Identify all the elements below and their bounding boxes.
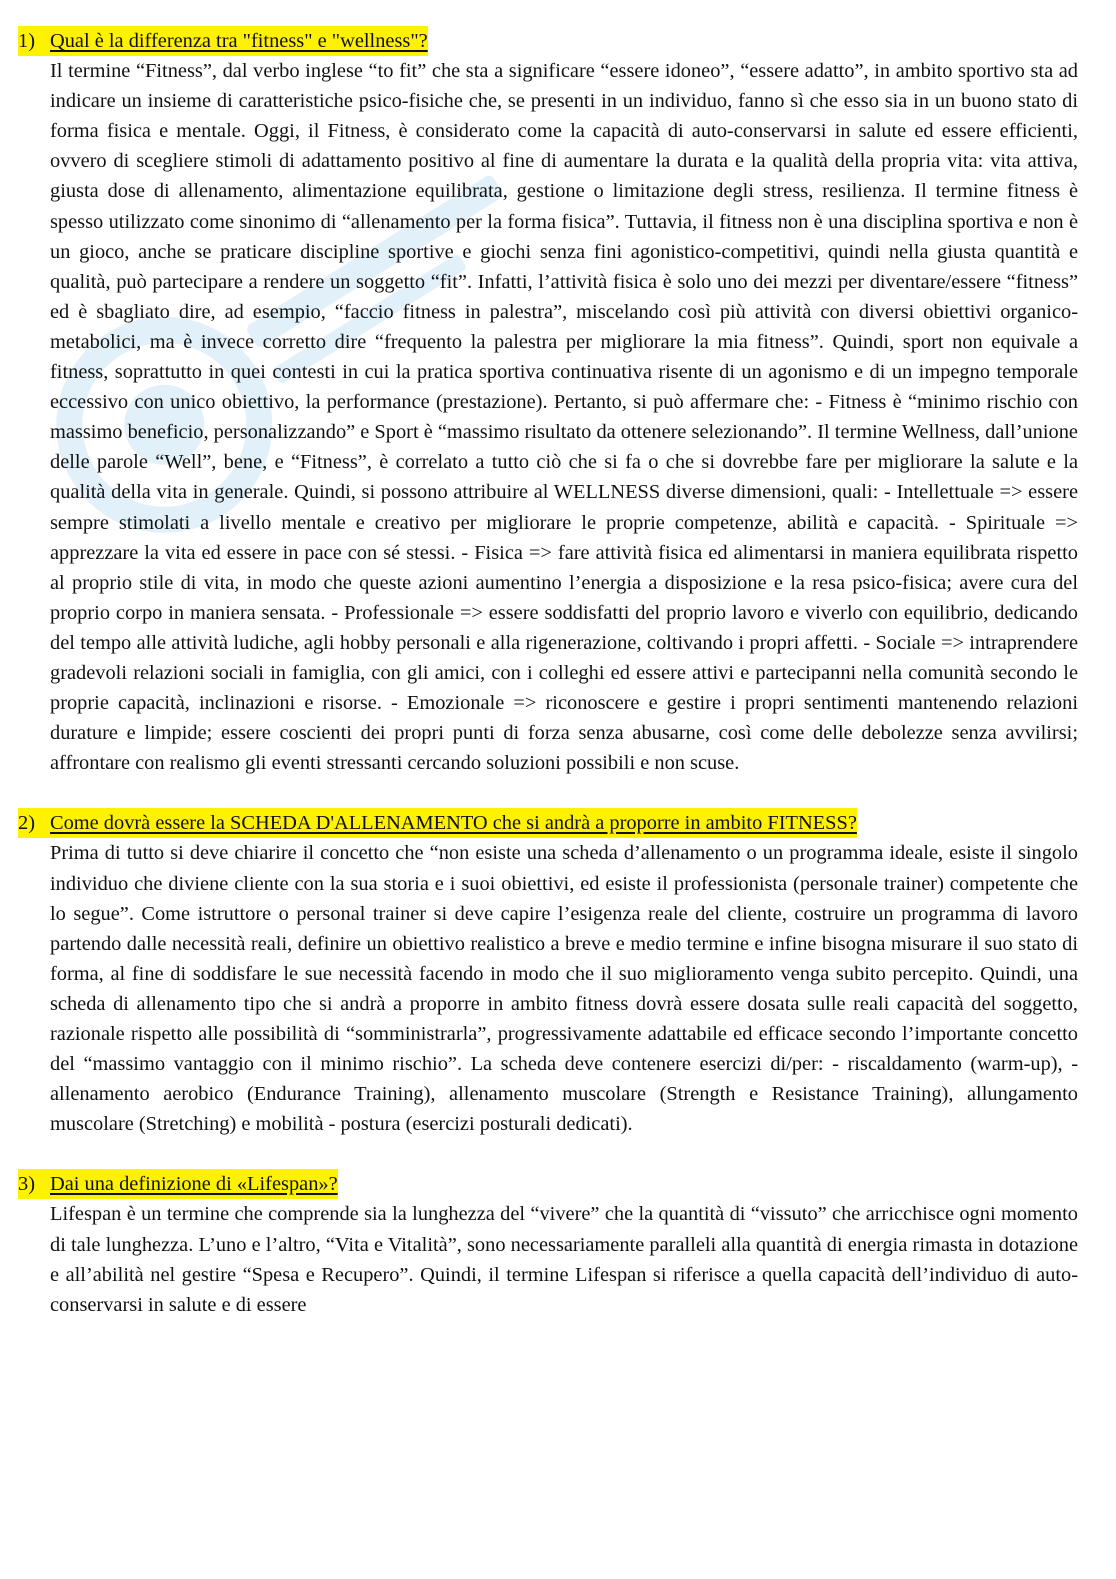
question-3-heading (18, 1169, 1078, 1199)
question-1-heading (18, 26, 1078, 56)
question-1-answer: Il termine “Fitness”, dal verbo inglese “to fit” che sta a significare “essere idoneo”, “essere adatto”, in ambito sportivo sta ad indicare un insieme di caratteristiche psico-fisiche che, se presenti in un individuo, fanno sì che esso sia in un buono stato di forma fisica e mentale. Oggi, il Fitness, è considerato come la capacità di auto-conservarsi in salute ed essere efficienti, ovvero di scegliere stimoli di adattamento positivo al fine di aumentare la durata e la qualità della propria vita: vita attiva, giusta dose di allenamento, alimentazione equilibrata, gestione o limitazione degli stress, resilienza. Il termine fitness è spesso utilizzato come sinonimo di “allenamento per la forma fisica”. Tuttavia, il fitness non è una disciplina sportiva e non è un gioco, anche se praticare discipline sportive e giochi senza fini agonistico-competitivi, quindi nella giusta quantità e qualità, può partecipare a rendere un soggetto “fit”. Infatti, l’attività fisica è solo uno dei mezzi per diventare/essere “fitness” ed è sbagliato dire, ad esempio, “faccio fitness in palestra”, miscelando così più attività con diversi obiettivi organico-metabolici, ma è invece corretto dire “frequento la palestra per migliorare la mia fitness”. Quindi, sport non equivale a fitness, soprattutto in quei contesti in cui la pratica sportiva continuativa risente di un agonismo e di un impegno temporale eccessivo con unico obiettivo, la performance (prestazione). Pertanto, si può affermare che: - Fitness è “minimo rischio con massimo beneficio, personalizzando” e Sport è “massimo risultato da ottenere selezionando”. Il termine Wellness, dall’unione delle parole “Well”, bene, e “Fitness”, è correlato a tutto ciò che si fa o che si dovrebbe fare per migliorare la salute e la qualità della vita in generale. Quindi, si possono attribuire al WELLNESS diverse dimensioni, quali: - Intellettuale => essere sempre stimolati a livello mentale e creativo per migliorare le proprie competenze, abilità e capacità. - Spirituale => apprezzare la vita ed essere in pace con sé stessi. - Fisica => fare attività fisica ed alimentarsi in maniera equilibrata rispetto al proprio stile di vita, in modo che queste azioni aumentino l’energia a disposizione e la resa psico-fisica; avere cura del proprio corpo in maniera sensata. - Professionale => essere soddisfatti del proprio lavoro e viverlo con equilibrio, dedicando del tempo alle attività ludiche, agli hobby personali e alla rigenerazione, coltivando i propri affetti. - Sociale => intraprendere gradevoli relazioni sociali in famiglia, con gli amici, con i colleghi ed essere attivi e partecipanni nella comunità secondo le proprie capacità, inclinazioni e risorse. - Emozionale => riconoscere e gestire i propri sentimenti mantenendo relazioni durature e limpide; essere coscienti dei propri punti di forza senza abusarne, così come delle debolezze senza avvilirsi; affrontare con realismo gli eventi stressanti cercando soluzioni possibili e non scuse. (50, 60, 1078, 775)
question-1-number: 1) (18, 26, 50, 56)
document-body (18, 26, 1078, 1320)
question-2-title: Come dovrà essere la SCHEDA D'ALLENAMENTO che si andrà a proporre in ambito FITNESS? (50, 808, 857, 838)
question-3-answer: Lifespan è un termine che comprende sia la lunghezza del “vivere” che la quantità di “vissuto” che arricchisce ogni momento di tale lunghezza. L’uno e l’altro, “Vita e Vitalità”, sono necessariamente paralleli alla quantità di energia rimasta in dotazione e all’abilità nel gestire “Spesa e Recupero”. Quindi, il termine Lifespan si riferisce a quella capacità dell’individuo di auto-conservarsi in salute e di essere (50, 1203, 1078, 1316)
section-spacer (18, 778, 1078, 808)
question-2-answer: Prima di tutto si deve chiarire il concetto che “non esiste una scheda d’allenamento o un programma ideale, esiste il singolo individuo che diviene cliente con la sua storia e i suoi obiettivi, ed esiste il professionista (personale trainer) competente che lo segue”. Come istruttore o personal trainer si deve capire l’esigenza reale del cliente, costruire un programma di lavoro partendo dalle necessità reali, definire un obiettivo realistico a breve e medio termine e infine bisogna misurare il suo stato di forma, al fine di soddisfare le sue necessità facendo in modo che il suo miglioramento venga subito percepito. Quindi, una scheda di allenamento tipo che si andrà a proporre in ambito fitness dovrà essere dosata sulle reali capacità del soggetto, razionale rispetto alle possibilità di “somministrarla”, progressivamente adattabile ed efficace secondo l’importante concetto del “massimo vantaggio con il minimo rischio”. La scheda deve contenere esercizi di/per: - riscaldamento (warm-up), - allenamento aerobico (Endurance Training), allenamento muscolare (Strength e Resistance Training), allungamento muscolare (Stretching) e mobilità - postura (esercizi posturali dedicati). (50, 842, 1078, 1136)
question-2-number: 2) (18, 808, 50, 838)
question-3-number: 3) (18, 1169, 50, 1199)
section-spacer (18, 1139, 1078, 1169)
question-1-title: Qual è la differenza tra "fitness" e "wellness"? (50, 26, 428, 56)
question-2-heading (18, 808, 1078, 838)
question-3-title: Dai una definizione di «Lifespan»? (50, 1169, 338, 1199)
